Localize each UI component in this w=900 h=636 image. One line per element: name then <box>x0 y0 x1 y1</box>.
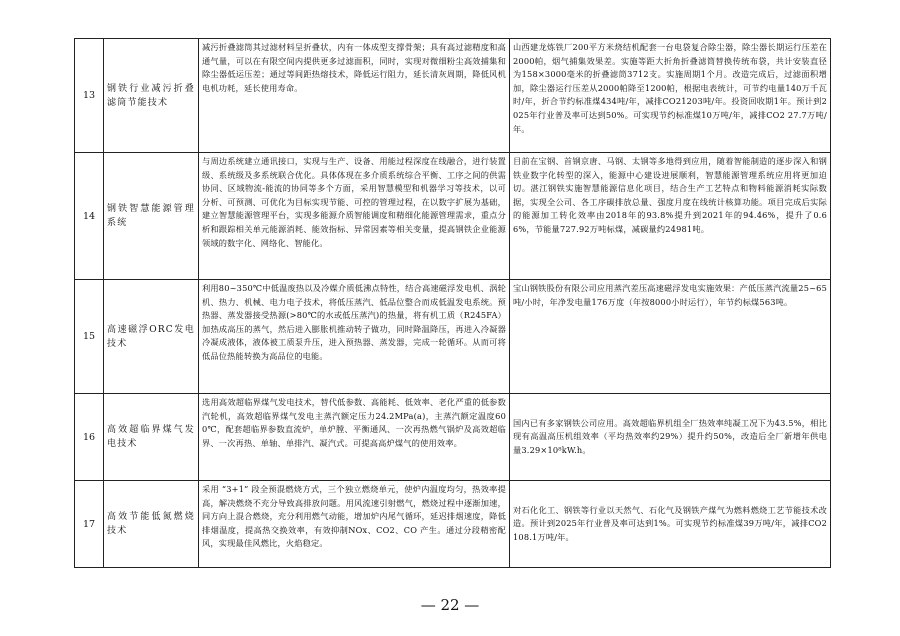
row-number: 15 <box>75 280 104 394</box>
technology-description <box>199 39 510 153</box>
technology-description-text: 减污折叠滤筒其过滤材料呈折叠状，内有一体成型支撑骨架；具有高过滤精度和高通气量，可以在有限空间内提供更多过滤面积，同时，实现对微细粉尘高效捕集和除尘器低运压差；通过等间距热熔技术，降低运行阻力，延长清灰周期，降低风机电机功耗，延长使用寿命。 <box>202 42 506 93</box>
row-number: 14 <box>75 153 104 280</box>
application-effect-text: 国内已有多家钢铁公司应用。高效超临界机组全厂热效率纯凝工况下为43.5%，相比现有高温高压机组效率（平均热效率约29%）提升约50%，改造后全厂新增年供电量3.29×10⁸kW.h。 <box>513 417 827 455</box>
table-row <box>75 153 831 280</box>
technology-name: 高速磁浮ORC发电技术 <box>104 280 199 394</box>
application-effect-text: 山西建龙炼铁厂200平方米烧结机配套一台电袋复合除尘器，除尘器长期运行压差在2000帕，烟气捕集效果差。实施等距大折角折叠滤筒替换传统布袋，共计安装直径为158×3000毫米的折叠滤筒3712支。实施周期1个月。改造完成后，过滤面积增加，除尘器运行压差从2000帕降至1200帕，根据电表统计，可节约电量140万千瓦时/年，折合节约标准煤434吨/年，减排CO21203吨/年。投资回收期1年。预计到2025年行业普及率可达到50%。可实现节约标准煤10万吨/年，减排CO2 27.7万吨/年。 <box>513 42 827 134</box>
application-effect-text: 对石化化工、钢铁等行业以天然气、石化气及钢铁产煤气为燃料燃烧工艺节能技术改造。预计到2025年行业普及率可达到1%。可实现节约标准煤39万吨/年，减排CO2 108.1万吨/年。 <box>513 504 827 542</box>
row-number: 17 <box>75 481 104 568</box>
table-row <box>75 39 831 153</box>
technology-description <box>199 481 510 568</box>
application-effect <box>510 39 831 153</box>
page-number: — 22 — <box>420 596 480 614</box>
application-effect-text: 宝山钢铁股份有限公司应用蒸汽差压高速磁浮发电实施效果：产低压蒸汽流量25~65吨/小时，年净发电量176万度（年按8000小时运行），年节约标煤563吨。 <box>513 283 827 307</box>
table-row <box>75 394 831 481</box>
table-row <box>75 280 831 394</box>
application-effect <box>510 153 831 280</box>
technology-description-text: 与周边系统建立通讯接口，实现与生产、设备、用能过程深度在线融合，进行装置级、系统级及多系统联合优化。具体体现在多介质系统综合平衡、工序之间的供需协同、区域物流-能流的协同等多个方面，采用智慧模型和机器学习等技术，以可分析、可预测、可优化为目标实现节能、可控的管理过程，在以数字扩展为基础，建立智慧能源管理平台，实现多能源介质智能调度和精细化能源管理需求，重点分析和跟踪相关单元能源消耗、能效指标、异常因素等相关变量，提高钢铁企业能源领域的数字化、网络化、智能化。 <box>202 156 506 248</box>
technology-name: 钢铁智慧能源管理系统 <box>104 153 199 280</box>
technology-table <box>74 38 831 568</box>
technology-description <box>199 280 510 394</box>
row-number: 16 <box>75 394 104 481</box>
table-row <box>75 481 831 568</box>
application-effect <box>510 394 831 481</box>
application-effect <box>510 280 831 394</box>
technology-name: 钢铁行业减污折叠滤筒节能技术 <box>104 39 199 153</box>
technology-description <box>199 394 510 481</box>
technology-name: 高效节能低氮燃烧技术 <box>104 481 199 568</box>
application-effect <box>510 481 831 568</box>
application-effect-text: 目前在宝钢、首钢京唐、马钢、太钢等多地得到应用，随着智能制造的逐步深入和钢铁业数字化转型的深入，能源中心建设进展顺利，智慧能源管理系统应用将更加迫切。湛江钢铁实施智慧能源信息化项目，结合生产工艺特点和物料能源消耗实际数据，实现全公司、各工序碳排放总量、强度月度在线统计核算功能。项目完成后实际的能源加工转化效率由2018年的93.8%提升到2021年的94.46%，提升了0.66%，节能量727.92万吨标煤，减碳量约24981吨。 <box>513 156 827 234</box>
technology-description <box>199 153 510 280</box>
technology-description-text: 采用 “3+1” 段全预混燃烧方式，三个独立燃烧单元，使炉内温度均匀，热效率提高，解决燃烧不充分导致高排放问题。用风流速引射燃气，燃烧过程中逐渐加速，同方向上混合燃烧，充分利用燃气动能，增加炉内尾气循环，延迟排烟速度，降低排烟温度，提高热交换效率，有效抑制NOx、CO2、CO 产生。通过分段精密配风，实现最佳风燃比，火焰稳定。 <box>202 484 506 549</box>
technology-description-text: 选用高效超临界煤气发电技术，替代低参数、高能耗、低效率、老化严重的低参数汽轮机，高效超临界煤气发电主蒸汽额定压力24.2MPa(a)，主蒸汽额定温度600℃，配套超临界参数直流炉，单炉膛、平衡通风、一次再热燃气锅炉及高效超临界、一次再热、单轴、单排汽、凝汽式。可提高高炉煤气的使用效率。 <box>202 397 506 448</box>
technology-name: 高效超临界煤气发电技术 <box>104 394 199 481</box>
technology-description-text: 利用80~350℃中低温废热以及冷媒介质低沸点特性，结合高速磁浮发电机、涡轮机、热力、机械、电力电子技术，将低压蒸汽、低品位整合而成低温发电系统。预热器、蒸发器接受热源(>80℃的水或低压蒸汽)的热量，将有机工质（R245FA）加热成高压的蒸气，然后进入膨胀机推动转子做功，同时降温降压，再进入冷凝器冷凝成液体，液体被工质泵升压，进入预热器、蒸发器，完成一轮循环。从而可将低品位热能转换为高品位的电能。 <box>202 283 506 361</box>
row-number: 13 <box>75 39 104 153</box>
